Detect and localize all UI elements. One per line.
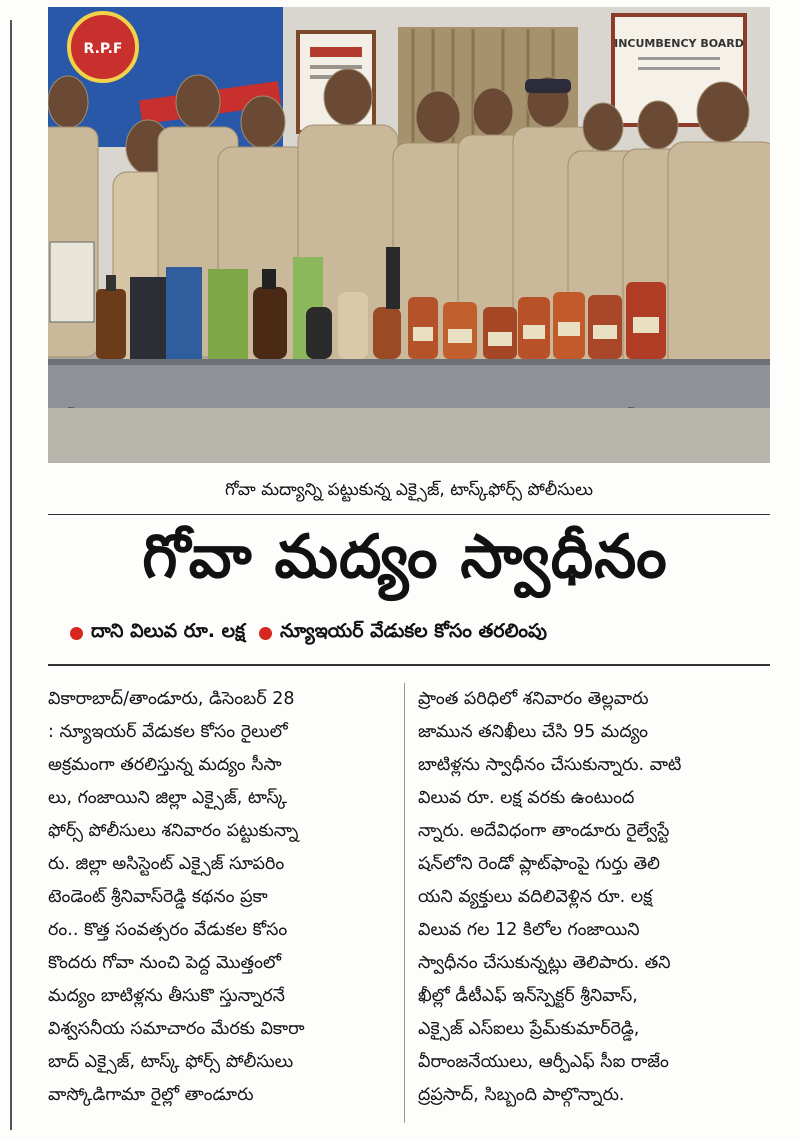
article-body-right-column [418, 683, 758, 1112]
body-line: కొందరు గోవా నుంచి పెద్ద మొత్తంలో [48, 953, 282, 973]
display-table [48, 362, 770, 408]
red-bullet-icon [70, 627, 83, 640]
body-line: వికారాబాద్/తాండూరు, డిసెంబర్ 28 [48, 689, 295, 709]
photo-caption: గోవా మద్యాన్ని పట్టుకున్న ఎక్సైజ్, టాస్క్‌ఫోర్స్ పోలీసులు [224, 480, 594, 500]
body-line: మద్యం బాటిళ్లను తీసుకొ స్తున్నారనే [48, 986, 285, 1006]
news-photo [48, 7, 770, 463]
page-margin-rule [10, 20, 12, 1130]
body-line: వాస్కోడిగామా రైల్లో తాండూరు [48, 1085, 254, 1105]
body-line: స్వాధీనం చేసుకున్నట్లు తెలిపారు. తని [418, 953, 671, 973]
body-line: ఖీల్లో డీటీఎఫ్ ఇన్‌స్పెక్టర్ శ్రీనివాస్, [418, 986, 638, 1006]
body-line: లు, గంజాయిని జిల్లా ఎక్సైజ్, టాస్క్ [48, 788, 287, 808]
body-line: యని వ్యక్తులు వదిలివెళ్లిన రూ. లక్ష [418, 887, 653, 907]
body-line: ప్రాంత పరిధిలో శనివారం తెల్లవారు [418, 689, 649, 709]
subhead-transport: న్యూఇయర్ వేడుకల కోసం తరలింపు [279, 620, 547, 642]
rpf-logo-text: R.P.F [83, 41, 123, 57]
article-body-left-column [48, 683, 388, 1112]
body-line: ఫోర్స్ పోలీసులు శనివారం పట్టుకున్నా [48, 821, 299, 841]
caption-divider [48, 514, 770, 515]
body-line: ఎక్సైజ్ ఎస్ఐలు ప్రేమ్‌కుమార్‌రెడ్డి, [418, 1019, 640, 1039]
body-line: రం.. కొత్త సంవత్సరం వేడుకల కోసం [48, 920, 288, 940]
body-line: విలువ గల 12 కిలోల గంజాయిని [418, 920, 640, 940]
red-bullet-icon [259, 627, 272, 640]
body-line: న్నారు. అదేవిధంగా తాండూరు రైల్వేస్టే [418, 821, 670, 841]
body-line: బాద్ ఎక్సైజ్, టాస్క్ ఫోర్స్ పోలీసులు [48, 1052, 294, 1072]
body-line: ద్రప్రసాద్, సిబ్బంది పాల్గొన్నారు. [418, 1085, 625, 1105]
headline: గోవా మద్యం స్వాధీనం [142, 522, 668, 592]
body-line: విలువ రూ. లక్ష వరకు ఉంటుంద [418, 788, 635, 808]
body-line: జామున తనిఖీలు చేసి 95 మద్యం [418, 722, 649, 742]
news-photo-illustration [48, 7, 770, 463]
column-divider [404, 683, 405, 1123]
body-line: షన్‌లోని రెండో ప్లాట్‌ఫాంపై గుర్తు తెలి [418, 854, 660, 874]
subhead-divider [48, 664, 770, 666]
body-line: రు. జిల్లా అసిస్టెంట్ ఎక్సైజ్ సూపరిం [48, 854, 285, 874]
body-line: వీరాంజనేయులు, ఆర్పీఎఫ్ సీఐ రాజేం [418, 1052, 669, 1072]
body-line: అక్రమంగా తరలిస్తున్న మద్యం సీసా [48, 755, 282, 775]
body-line: విశ్వసనీయ సమాచారం మేరకు వికారా [48, 1019, 305, 1039]
body-line: : న్యూఇయర్ వేడుకల కోసం రైలులో [48, 722, 288, 742]
incumbency-board-text: INCUMBENCY BOARD [614, 37, 744, 50]
body-line: బాటిళ్లను స్వాధీనం చేసుకున్నారు. వాటి [418, 755, 682, 775]
body-line: టెండెంట్ శ్రీనివాస్‌రెడ్డి కథనం ప్రకా [48, 887, 268, 907]
subhead-value: దాని విలువ రూ. లక్ష [91, 620, 245, 642]
subheadline [70, 620, 760, 647]
